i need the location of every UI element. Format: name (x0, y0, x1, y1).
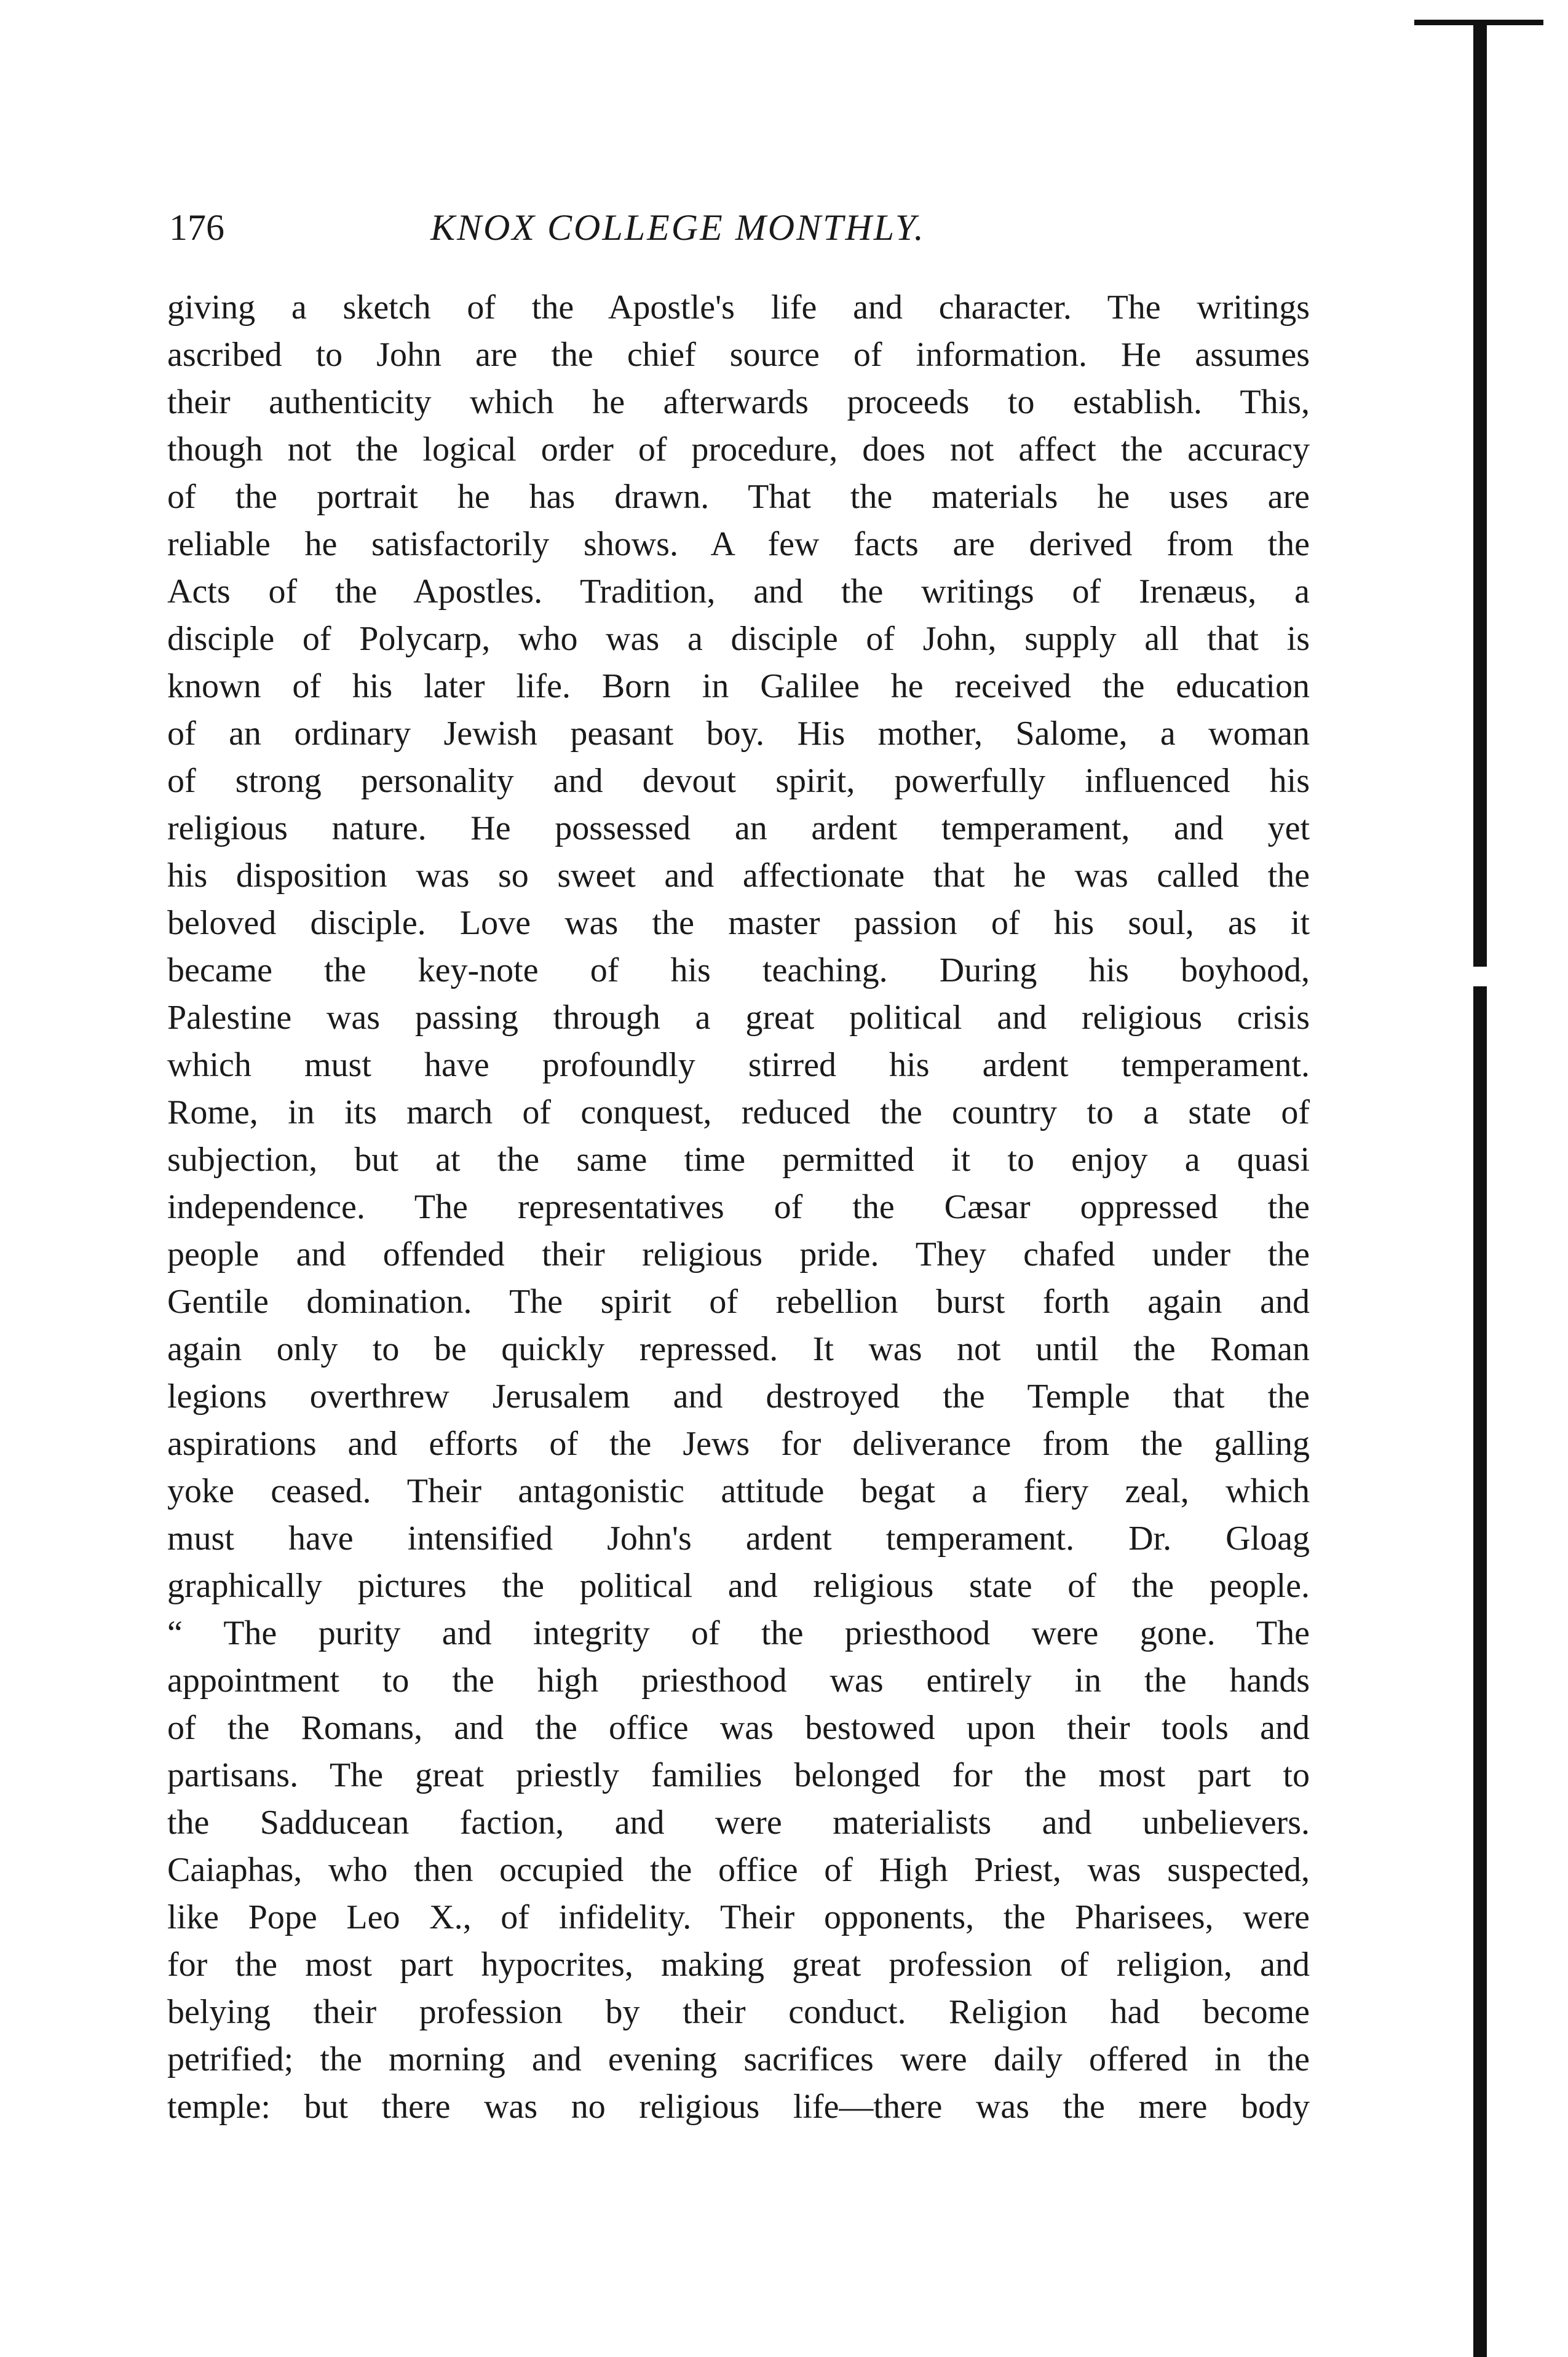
running-head: KNOX COLLEGE MONTHLY. (430, 207, 925, 248)
text-line: appointment to the high priesthood was entirely in the hands (167, 1662, 1310, 1700)
text-line: of strong personality and devout spirit, powerfully influenced his (167, 762, 1310, 800)
text-line: of an ordinary Jewish peasant boy. His mother, Salome, a woman (167, 715, 1310, 753)
text-line: for the most part hypocrites, making great profession of religion, and (167, 1946, 1310, 1984)
text-line: Rome, in its march of conquest, reduced the country to a state of (167, 1093, 1310, 1131)
text-line: Palestine was passing through a great political and religious crisis (167, 999, 1310, 1037)
margin-rule-upper (1473, 20, 1487, 967)
text-line: though not the logical order of procedure, does not affect the accuracy (167, 430, 1310, 469)
page-number: 176 (169, 207, 224, 248)
text-line: Gentile domination. The spirit of rebellion burst forth again and (167, 1283, 1310, 1321)
text-line: of the Romans, and the office was bestowed upon their tools and (167, 1709, 1310, 1747)
text-line: temple: but there was no religious life—there was the mere body (167, 2088, 1310, 2126)
text-line: “ The purity and integrity of the priesthood were gone. The (167, 1614, 1310, 1652)
page-header (169, 200, 1307, 255)
text-line: petrified; the morning and evening sacrifices were daily offered in the (167, 2040, 1310, 2078)
text-line: subjection, but at the same time permitted it to enjoy a quasi (167, 1141, 1310, 1179)
text-line: aspirations and efforts of the Jews for deliverance from the galling (167, 1425, 1310, 1463)
text-line: Caiaphas, who then occupied the office of High Priest, was suspected, (167, 1851, 1310, 1889)
text-line: beloved disciple. Love was the master passion of his soul, as it (167, 904, 1310, 942)
text-line: giving a sketch of the Apostle's life and character. The writings (167, 288, 1310, 327)
text-line: disciple of Polycarp, who was a disciple of John, supply all that is (167, 620, 1310, 658)
text-line: again only to be quickly repressed. It was not until the Roman (167, 1330, 1310, 1368)
text-line: known of his later life. Born in Galilee he received the education (167, 667, 1310, 705)
text-line: partisans. The great priestly families belonged for the most part to (167, 1756, 1310, 1794)
text-line: legions overthrew Jerusalem and destroyed the Temple that the (167, 1377, 1310, 1416)
text-line: reliable he satisfactorily shows. A few facts are derived from the (167, 525, 1310, 563)
text-line: of the portrait he has drawn. That the materials he uses are (167, 478, 1310, 516)
text-line: which must have profoundly stirred his ardent temperament. (167, 1046, 1310, 1084)
text-line: his disposition was so sweet and affectionate that he was called the (167, 857, 1310, 895)
text-line: people and offended their religious pride. They chafed under the (167, 1235, 1310, 1274)
text-line: like Pope Leo X., of infidelity. Their opponents, the Pharisees, were (167, 1898, 1310, 1936)
body-text (167, 284, 1310, 2131)
text-line: yoke ceased. Their antagonistic attitude begat a fiery zeal, which (167, 1472, 1310, 1510)
text-line: the Sadducean faction, and were materialists and unbelievers. (167, 1804, 1310, 1842)
text-line: must have intensified John's ardent temperament. Dr. Gloag (167, 1519, 1310, 1558)
text-line: belying their profession by their conduct. Religion had become (167, 1993, 1310, 2031)
text-line: religious nature. He possessed an ardent temperament, and yet (167, 809, 1310, 847)
text-line: became the key-note of his teaching. During his boyhood, (167, 951, 1310, 989)
margin-rule-lower (1473, 986, 1487, 2357)
text-line: their authenticity which he afterwards proceeds to establish. This, (167, 383, 1310, 421)
text-line: independence. The representatives of the Cæsar oppressed the (167, 1188, 1310, 1226)
text-line: ascribed to John are the chief source of information. He assumes (167, 336, 1310, 374)
text-line: graphically pictures the political and religious state of the people. (167, 1567, 1310, 1605)
text-line: Acts of the Apostles. Tradition, and the writings of Irenæus, a (167, 572, 1310, 611)
